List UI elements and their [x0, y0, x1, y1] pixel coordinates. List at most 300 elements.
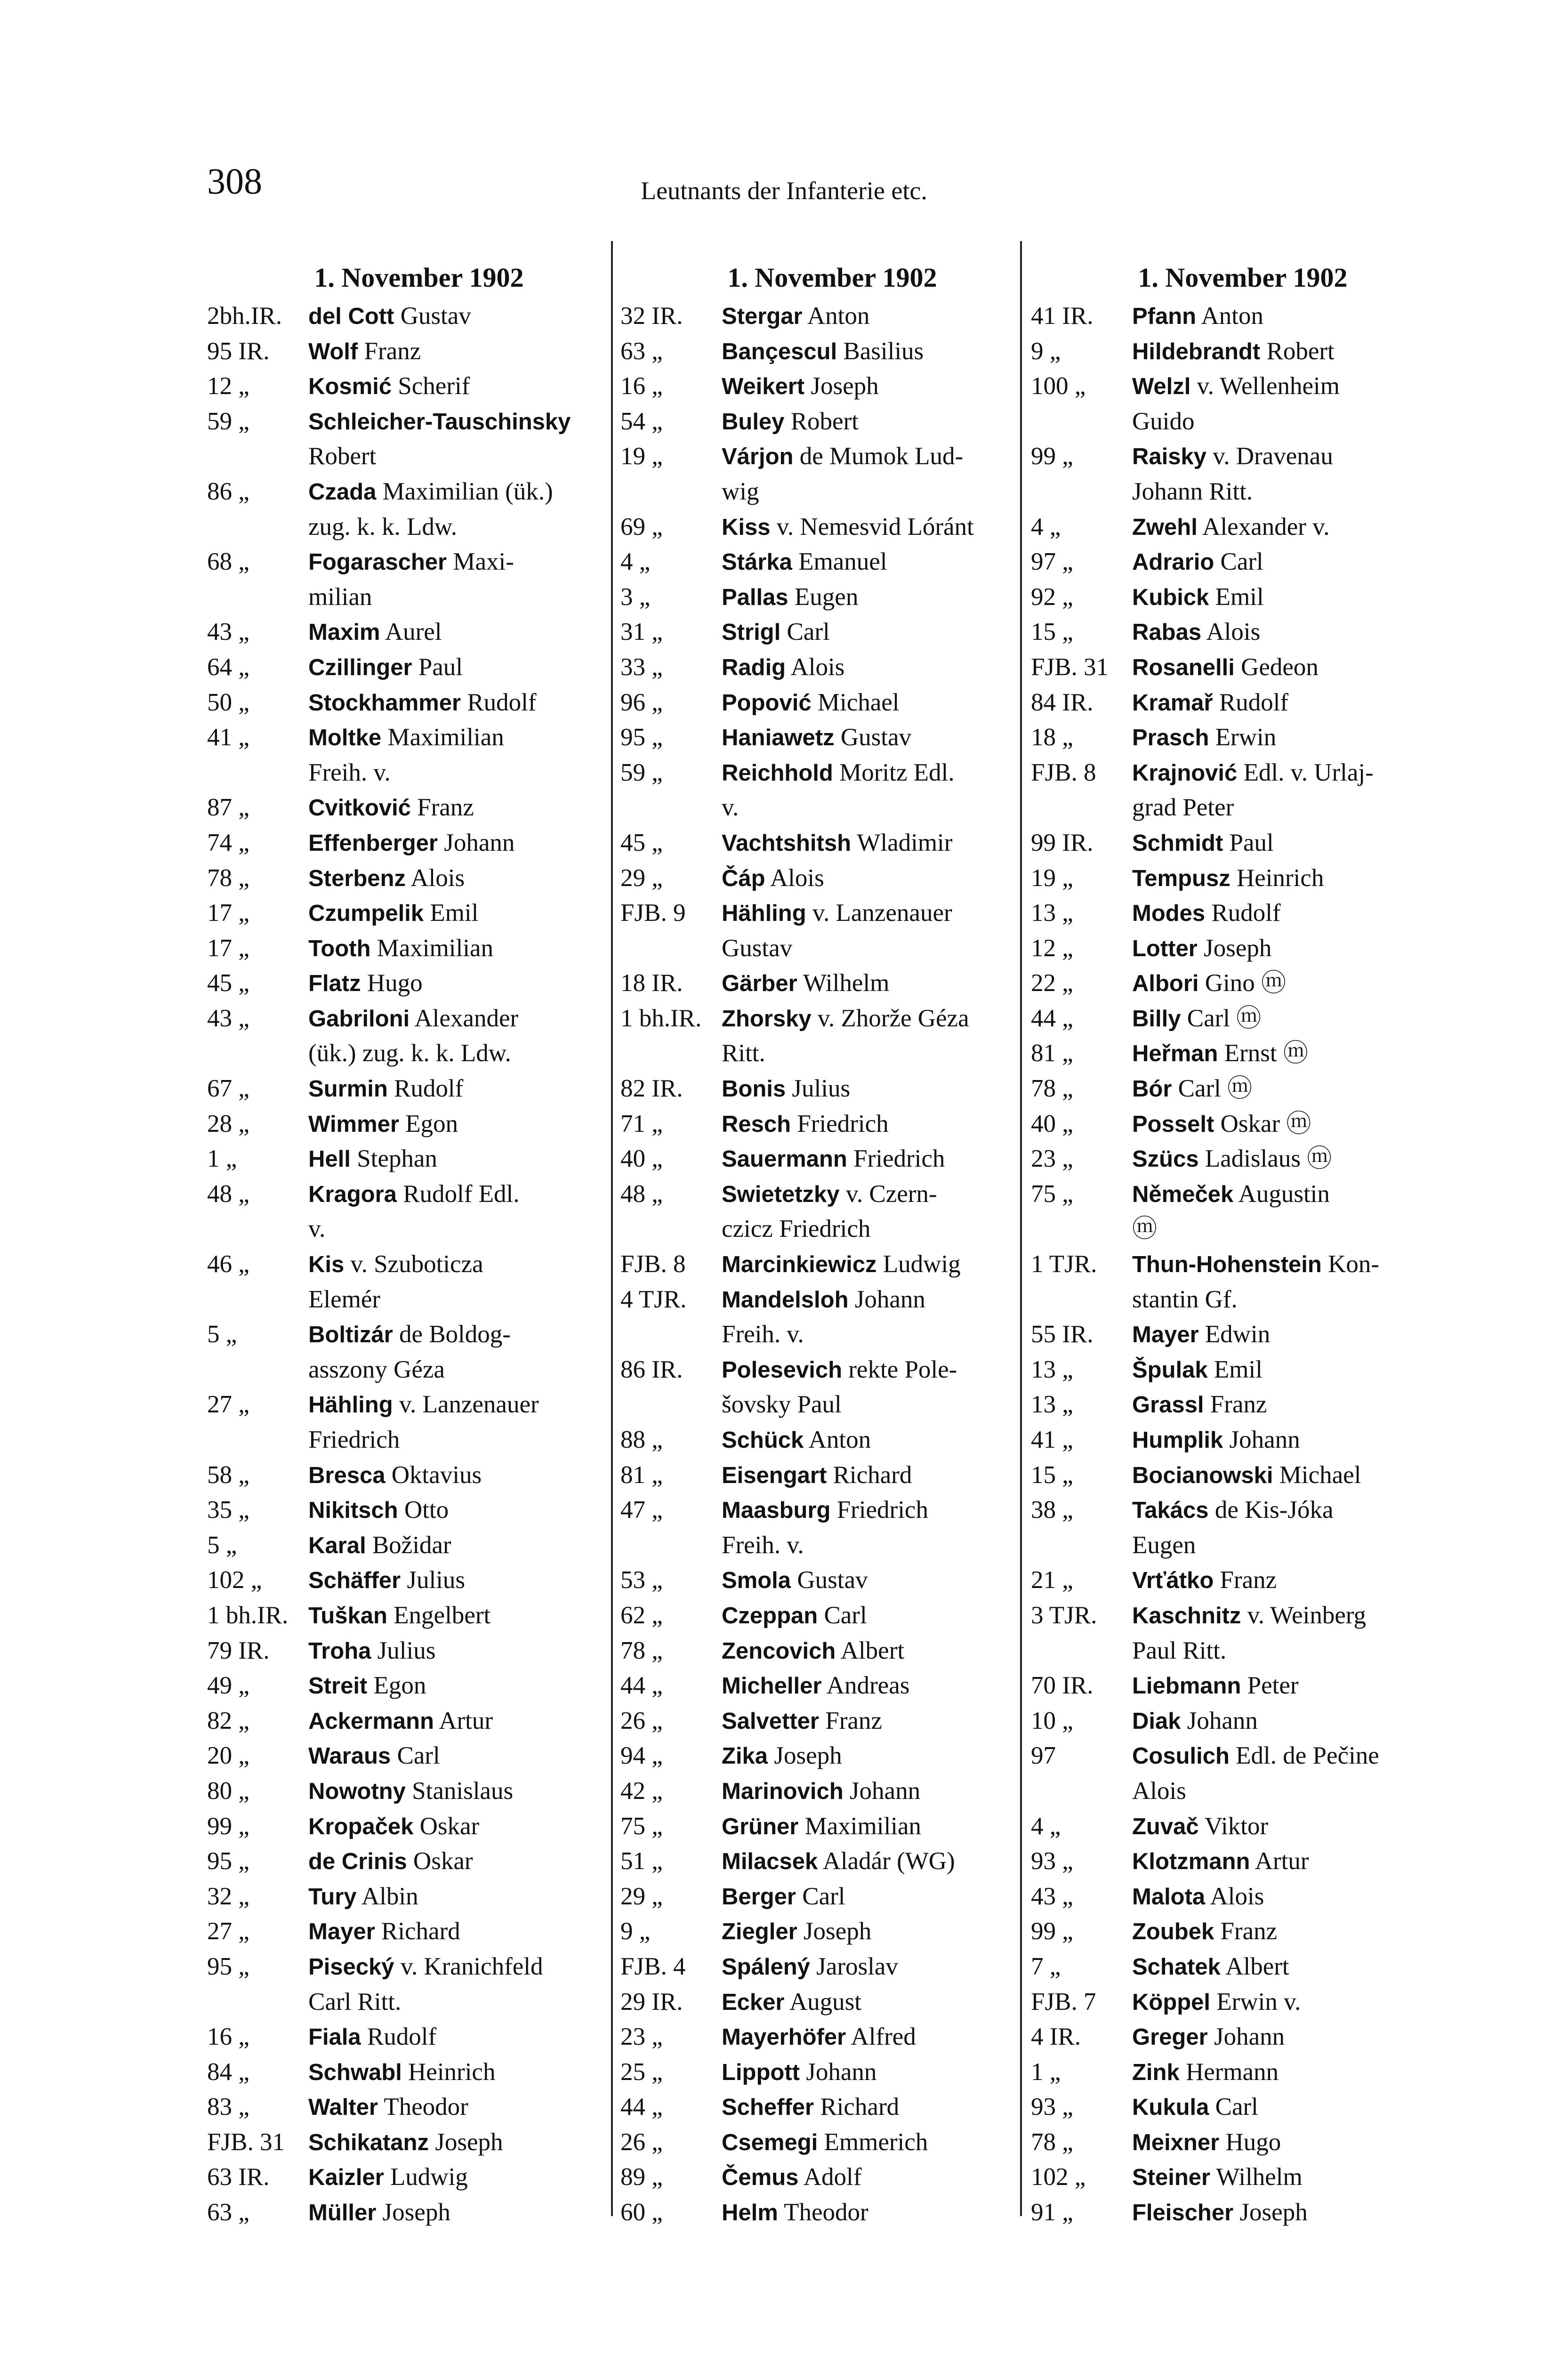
list-item	[620, 439, 1044, 475]
officer-name	[722, 790, 1044, 826]
unit-reference: 78 „	[620, 1637, 663, 1664]
list-item	[620, 1739, 1044, 1774]
list-item	[1031, 896, 1455, 931]
list-item	[1031, 1387, 1455, 1423]
unit-reference: 32 „	[207, 1882, 249, 1910]
unit-reference: 1 „	[207, 1145, 237, 1173]
list-item	[620, 1036, 1044, 1072]
list-item	[1031, 756, 1455, 791]
officer-name	[722, 580, 1044, 615]
given-name: Albert	[836, 1637, 905, 1664]
surname: Sterbenz	[308, 865, 406, 891]
given-name: Hermann	[1179, 2058, 1279, 2086]
surname: Stockhammer	[308, 690, 461, 716]
officer-name	[308, 1879, 631, 1915]
list-item	[207, 826, 631, 861]
given-name: Anton	[804, 1426, 871, 1453]
officer-name	[308, 2125, 631, 2161]
given-name: Richard	[814, 2093, 900, 2121]
surname: Welzl	[1132, 374, 1191, 400]
given-name: Stephan	[350, 1145, 437, 1173]
unit-reference: 84 „	[207, 2058, 249, 2086]
officer-name	[1132, 1914, 1455, 1950]
given-name: rekte Pole-	[842, 1355, 957, 1383]
unit-reference: 4 „	[1031, 513, 1061, 540]
unit-reference: FJB. 4	[620, 1952, 686, 1980]
officer-name	[308, 931, 631, 967]
column-heading: 1. November 1902	[314, 262, 524, 293]
unit-reference: 35 „	[207, 1496, 249, 1524]
page-number: 308	[207, 161, 262, 202]
list-item	[620, 580, 1044, 615]
given-name: Rudolf	[461, 688, 537, 716]
surname: Schwabl	[308, 2059, 402, 2085]
officer-name	[722, 1669, 1044, 1704]
unit-reference: 1 bh.IR.	[207, 1601, 289, 1629]
officer-name	[308, 1001, 631, 1037]
given-name: Andreas	[821, 1672, 910, 1700]
unit-reference: 102 „	[1031, 2163, 1086, 2191]
officer-name	[1132, 1493, 1455, 1528]
surname: Resch	[722, 1111, 791, 1137]
list-item	[207, 2160, 631, 2195]
list-item	[1031, 2090, 1455, 2125]
given-name: Wladimir	[851, 829, 953, 856]
unit-reference: 10 „	[1031, 1707, 1073, 1734]
list-item	[207, 2195, 631, 2231]
list-item	[1031, 1844, 1455, 1879]
list-item	[207, 404, 631, 440]
officer-name	[1132, 1879, 1455, 1915]
unit-reference	[207, 1353, 308, 1388]
unit-reference: 3 TJR.	[1031, 1601, 1097, 1629]
list-item	[1031, 1598, 1455, 1634]
unit-reference: 19 „	[1031, 864, 1073, 892]
unit-reference: 23 „	[1031, 1145, 1073, 1173]
list-item	[620, 2160, 1044, 2195]
list-item	[620, 1669, 1044, 1704]
surname: Zhorsky	[722, 1006, 812, 1032]
given-name: Erwin	[1209, 724, 1277, 751]
unit-reference: 44 „	[1031, 1004, 1073, 1032]
officer-name	[722, 1387, 1044, 1423]
officer-name	[722, 2125, 1044, 2161]
surname: Pallas	[722, 584, 788, 610]
surname: Köppel	[1132, 1989, 1211, 2015]
officer-name	[1132, 1528, 1455, 1564]
officer-name	[1132, 1669, 1455, 1704]
list-item	[207, 1423, 631, 1458]
surname: Kukula	[1132, 2095, 1209, 2120]
list-item	[1031, 720, 1455, 756]
list-item	[207, 931, 631, 967]
officer-name	[308, 545, 631, 580]
list-item	[207, 1844, 631, 1879]
given-name: Rudolf Edl.	[396, 1180, 520, 1208]
unit-reference	[207, 1282, 308, 1318]
list-item	[1031, 790, 1455, 826]
given-name: Friedrich	[830, 1496, 928, 1524]
unit-reference: 88 „	[620, 1426, 663, 1453]
given-name: Anton	[802, 302, 870, 330]
unit-reference: 68 „	[207, 548, 249, 576]
given-name: Freih. v.	[308, 758, 391, 786]
surname: Haniawetz	[722, 725, 835, 751]
officer-name	[1132, 896, 1455, 931]
list-item	[620, 1985, 1044, 2020]
list-item	[207, 2090, 631, 2125]
surname: Lippott	[722, 2059, 800, 2085]
unit-reference: FJB. 31	[207, 2128, 285, 2156]
unit-reference	[620, 1387, 722, 1423]
list-item	[1031, 2195, 1455, 2231]
officer-name	[722, 1493, 1044, 1528]
officer-name	[722, 1528, 1044, 1564]
list-item	[1031, 1177, 1455, 1212]
surname: Gärber	[722, 971, 797, 997]
given-name: Guido	[1132, 407, 1195, 435]
officer-name	[722, 1739, 1044, 1774]
officer-name	[722, 2055, 1044, 2090]
given-name: Franz	[358, 337, 421, 365]
officer-name	[722, 1914, 1044, 1950]
surname: Pisecký	[308, 1954, 394, 1980]
list-item	[1031, 545, 1455, 580]
list-item	[207, 1317, 631, 1353]
officer-name	[1132, 685, 1455, 721]
officer-name	[722, 1774, 1044, 1809]
surname: Tempusz	[1132, 865, 1230, 891]
officer-name	[1132, 545, 1455, 580]
given-name: Oskar	[413, 1812, 480, 1840]
given-name: v. Zhorže Géza	[811, 1004, 969, 1032]
given-name: Adolf	[798, 2163, 862, 2191]
unit-reference	[620, 790, 722, 826]
given-name: Hugo	[1219, 2128, 1281, 2156]
surname: Mayer	[308, 1919, 375, 1945]
officer-name	[308, 2020, 631, 2055]
list-item	[620, 2195, 1044, 2231]
given-name: Maximilian	[381, 724, 504, 751]
given-name: Paul	[1223, 829, 1274, 856]
officer-name	[722, 1107, 1044, 1142]
unit-reference	[1031, 404, 1132, 440]
officer-name	[308, 1809, 631, 1845]
given-name: Wilhelm	[797, 969, 890, 997]
list-item	[1031, 1879, 1455, 1915]
list-item	[1031, 1774, 1455, 1809]
list-item	[1031, 826, 1455, 861]
list-column-3	[1031, 261, 1455, 2231]
officer-name	[1132, 1739, 1455, 1774]
list-item	[207, 1001, 631, 1037]
officer-name	[308, 1423, 631, 1458]
officer-name	[1132, 966, 1455, 1001]
unit-reference	[207, 439, 308, 475]
surname: Bocianowski	[1132, 1462, 1273, 1488]
surname: Čáp	[722, 865, 765, 891]
list-item	[620, 1704, 1044, 1739]
unit-reference: 32 IR.	[620, 302, 683, 330]
list-item	[620, 2020, 1044, 2055]
column-heading: 1. November 1902	[727, 262, 937, 293]
list-item	[620, 826, 1044, 861]
unit-reference: 92 „	[1031, 583, 1073, 611]
given-name: Richard	[375, 1918, 460, 1945]
given-name: Carl	[818, 1601, 867, 1629]
list-item	[1031, 510, 1455, 545]
unit-reference: 38 „	[1031, 1496, 1073, 1524]
officer-name	[722, 1563, 1044, 1598]
officer-name	[1132, 1950, 1455, 1985]
list-item	[207, 720, 631, 756]
unit-reference: 18 IR.	[620, 969, 683, 997]
unit-reference: 59 „	[620, 758, 663, 786]
unit-reference: 78 „	[207, 864, 249, 892]
unit-reference: 18 „	[1031, 724, 1073, 751]
given-name: Gedeon	[1234, 653, 1319, 681]
given-name: Theodor	[778, 2199, 868, 2226]
given-name: Julius	[401, 1566, 466, 1594]
list-item	[207, 1458, 631, 1493]
list-item	[620, 1072, 1044, 1107]
surname: Smola	[722, 1568, 791, 1594]
given-name: Freih. v.	[722, 1321, 804, 1348]
given-name: Joseph	[768, 1742, 842, 1770]
officer-name	[722, 2195, 1044, 2231]
unit-reference	[620, 1212, 722, 1247]
unit-reference: 95 „	[207, 1952, 249, 1980]
unit-reference	[1031, 1212, 1132, 1247]
unit-reference: 59 „	[207, 407, 249, 435]
given-name: Jaroslav	[810, 1952, 898, 1980]
surname: Reichhold	[722, 760, 833, 786]
unit-reference: 63 „	[207, 2199, 249, 2226]
officer-name	[722, 1809, 1044, 1845]
officer-name	[308, 966, 631, 1001]
unit-reference: 74 „	[207, 829, 249, 856]
unit-reference: 15 „	[1031, 618, 1073, 646]
unit-reference: 93 „	[1031, 2093, 1073, 2121]
unit-reference: 17 „	[207, 934, 249, 962]
unit-reference	[1031, 790, 1132, 826]
officer-name	[308, 1177, 631, 1212]
given-name: Friedrich	[847, 1145, 945, 1173]
surname: Vachtshitsh	[722, 830, 852, 856]
given-name: Eugen	[788, 583, 859, 611]
given-name: Maximilian (ük.)	[376, 477, 553, 505]
officer-name	[722, 334, 1044, 370]
unit-reference: 69 „	[620, 513, 663, 540]
officer-name	[308, 1142, 631, 1177]
officer-name	[308, 1914, 631, 1950]
unit-reference: 97 „	[1031, 548, 1073, 576]
given-name: Johann	[1223, 1426, 1300, 1453]
list-item	[1031, 1739, 1455, 1774]
list-item	[620, 1844, 1044, 1879]
surname: Moltke	[308, 725, 382, 751]
list-item	[1031, 1669, 1455, 1704]
unit-reference: 63 IR.	[207, 2163, 270, 2191]
list-column-2	[620, 261, 1044, 2231]
given-name: Heinrich	[1230, 864, 1324, 892]
given-name: v. Kranichfeld	[394, 1952, 543, 1980]
unit-reference: 3 „	[620, 583, 651, 611]
given-name: Franz	[1204, 1391, 1267, 1419]
surname: Czumpelik	[308, 901, 424, 927]
list-item	[207, 685, 631, 721]
surname: Tooth	[308, 935, 371, 961]
officer-name	[1132, 931, 1455, 967]
surname: Heřman	[1132, 1041, 1218, 1067]
given-name: Franz	[1214, 1566, 1277, 1594]
given-name: v. Dravenau	[1206, 443, 1333, 470]
list-item	[620, 1879, 1044, 1915]
list-item	[207, 896, 631, 931]
unit-reference: 86 „	[207, 477, 249, 505]
officer-name	[1132, 826, 1455, 861]
list-item	[207, 1914, 631, 1950]
officer-name	[722, 756, 1044, 791]
officer-name	[722, 1598, 1044, 1634]
surname: Effenberger	[308, 830, 438, 856]
officer-name	[308, 826, 631, 861]
officer-name	[308, 1458, 631, 1493]
list-item	[620, 1914, 1044, 1950]
list-item	[1031, 685, 1455, 721]
unit-reference	[207, 1423, 308, 1458]
surname: Mayer	[1132, 1322, 1199, 1348]
unit-reference: 86 IR.	[620, 1355, 683, 1383]
officer-name	[1132, 1634, 1455, 1669]
unit-reference	[207, 1985, 308, 2020]
given-name: czicz Friedrich	[722, 1215, 871, 1243]
unit-reference: 93 „	[1031, 1847, 1073, 1875]
officer-name	[1132, 1704, 1455, 1739]
given-name: Robert	[308, 443, 377, 470]
list-item	[1031, 1493, 1455, 1528]
surname: Szücs	[1132, 1146, 1199, 1172]
list-item	[1031, 1704, 1455, 1739]
given-name: Eugen	[1132, 1531, 1196, 1559]
given-name: Alois	[1132, 1777, 1186, 1805]
officer-name	[308, 1669, 631, 1704]
unit-reference: 40 „	[620, 1145, 663, 1173]
list-item	[620, 931, 1044, 967]
surname: Kaizler	[308, 2165, 384, 2191]
officer-name	[308, 1212, 631, 1247]
officer-name	[1132, 1036, 1455, 1072]
given-name: Paul	[412, 653, 463, 681]
list-item	[207, 1282, 631, 1318]
unit-reference: 99 „	[1031, 1918, 1073, 1945]
surname: Cosulich	[1132, 1743, 1230, 1769]
surname: Grüner	[722, 1814, 799, 1839]
given-name: Carl ⓜ	[1181, 1004, 1262, 1032]
list-item	[620, 790, 1044, 826]
unit-reference: 19 „	[620, 443, 663, 470]
unit-reference	[1031, 1634, 1132, 1669]
surname: Kragora	[308, 1181, 397, 1207]
officer-name	[308, 685, 631, 721]
given-name: Joseph	[797, 1918, 872, 1945]
officer-name	[1132, 2160, 1455, 2195]
unit-reference: 21 „	[1031, 1566, 1073, 1594]
given-name: Johann Ritt.	[1132, 477, 1253, 505]
officer-name	[722, 2090, 1044, 2125]
unit-reference: 82 „	[207, 1707, 249, 1734]
list-item	[620, 1317, 1044, 1353]
list-item	[1031, 1528, 1455, 1564]
officer-name	[1132, 1774, 1455, 1809]
unit-reference: FJB. 31	[1031, 653, 1109, 681]
given-name: Robert	[1260, 337, 1335, 365]
surname: Czillinger	[308, 654, 412, 680]
unit-reference: 102 „	[207, 1566, 262, 1594]
list-item	[207, 2125, 631, 2161]
surname: Hildebrandt	[1132, 339, 1261, 364]
given-name: Erwin v.	[1210, 1988, 1301, 2015]
given-name: Rudolf	[387, 1075, 464, 1103]
unit-reference: 54 „	[620, 407, 663, 435]
unit-reference: 27 „	[207, 1918, 249, 1945]
given-name: Maximilian	[370, 934, 493, 962]
officer-name	[308, 2090, 631, 2125]
unit-reference: 43 „	[207, 618, 249, 646]
list-item	[1031, 1247, 1455, 1282]
unit-reference: 97	[1031, 1742, 1056, 1770]
list-item	[207, 1072, 631, 1107]
surname: Stergar	[722, 304, 803, 329]
surname: Bór	[1132, 1076, 1172, 1102]
surname: Swietetzky	[722, 1181, 840, 1207]
unit-reference: 20 „	[207, 1742, 249, 1770]
given-name: Friedrich	[791, 1110, 889, 1137]
unit-reference: 62 „	[620, 1601, 663, 1629]
unit-reference: 41 „	[1031, 1426, 1073, 1453]
officer-name	[1132, 861, 1455, 896]
list-item	[1031, 1985, 1455, 2020]
list-item	[620, 966, 1044, 1001]
given-name: Alois	[786, 653, 845, 681]
officer-name	[1132, 650, 1455, 685]
surname: Kramař	[1132, 690, 1213, 716]
given-name: Johann	[1207, 2023, 1285, 2051]
unit-reference: 27 „	[207, 1391, 249, 1419]
given-name: Hugo	[361, 969, 423, 997]
officer-name	[722, 1001, 1044, 1037]
given-name: Carl	[780, 618, 830, 646]
given-name: Otto	[398, 1496, 449, 1524]
officer-name	[308, 1247, 631, 1282]
unit-reference: 44 „	[620, 2093, 663, 2121]
given-name: Heinrich	[402, 2058, 496, 2086]
given-name: Gustav	[394, 302, 471, 330]
surname: Várjon	[722, 444, 794, 470]
officer-name	[1132, 475, 1455, 510]
officer-name	[1132, 1809, 1455, 1845]
surname: Bonis	[722, 1076, 786, 1102]
list-item	[1031, 1212, 1455, 1247]
given-name: Anton	[1196, 302, 1263, 330]
given-name: Johann	[438, 829, 515, 856]
surname: Malota	[1132, 1884, 1206, 1910]
unit-reference: 81 „	[620, 1461, 663, 1489]
unit-reference: FJB. 8	[620, 1250, 686, 1278]
given-name: v. Szuboticza	[344, 1250, 483, 1278]
surname: Hähling	[308, 1392, 393, 1418]
unit-reference: 1 bh.IR.	[620, 1004, 702, 1032]
